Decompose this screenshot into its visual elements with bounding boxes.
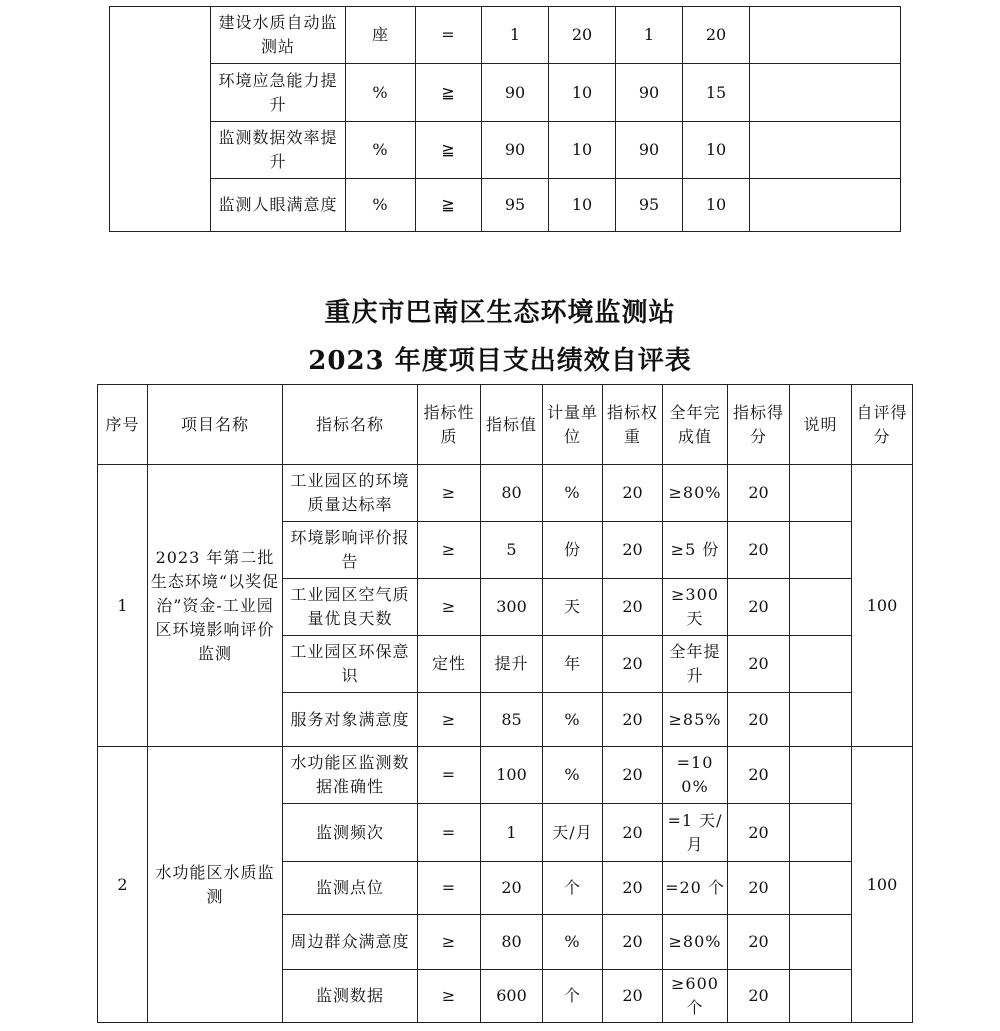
note-cell	[750, 122, 901, 179]
continued-indicator-table	[109, 6, 901, 232]
weight-cell: 20	[603, 747, 663, 804]
score-cell: 10	[683, 122, 750, 179]
weight-cell: 20	[549, 7, 616, 64]
indicator-name: 工业园区空气质量优良天数	[283, 579, 418, 636]
note-cell	[790, 747, 852, 804]
unit-cell: %	[346, 179, 416, 232]
unit-cell: %	[543, 915, 603, 970]
completion-cell: ≥80%	[663, 915, 728, 970]
header-completion: 全年完成值	[663, 385, 728, 465]
header-self-score: 自评得分	[852, 385, 913, 465]
note-cell	[750, 179, 901, 232]
value-cell: 80	[481, 915, 543, 970]
indicator-name: 环境影响评价报告	[283, 522, 418, 579]
target-cell: 1	[482, 7, 549, 64]
nature-cell: 定性	[418, 636, 481, 693]
unit-cell: 份	[543, 522, 603, 579]
unit-cell: %	[346, 122, 416, 179]
unit-cell: %	[543, 693, 603, 747]
indicator-name: 水功能区监测数据准确性	[283, 747, 418, 804]
completion-cell: =20 个	[663, 862, 728, 915]
weight-cell: 20	[603, 465, 663, 522]
value-cell: 1	[481, 804, 543, 862]
note-cell	[790, 636, 852, 693]
value-cell: 提升	[481, 636, 543, 693]
indicator-name: 工业园区环保意识	[283, 636, 418, 693]
score-cell: 10	[683, 179, 750, 232]
score-cell: 20	[728, 804, 790, 862]
indicator-name: 监测人眼满意度	[211, 179, 346, 232]
unit-cell: 个	[543, 970, 603, 1023]
note-cell	[790, 522, 852, 579]
header-note: 说明	[790, 385, 852, 465]
score-cell: 20	[728, 636, 790, 693]
note-cell	[790, 862, 852, 915]
value-cell: 5	[481, 522, 543, 579]
completion-cell: =1 天/月	[663, 804, 728, 862]
self-score-cell: 100	[852, 465, 913, 747]
note-cell	[790, 915, 852, 970]
note-cell	[790, 804, 852, 862]
indicator-name: 监测数据	[283, 970, 418, 1023]
table-row	[110, 64, 901, 122]
note-cell	[790, 693, 852, 747]
document-title-line-1: 重庆市巴南区生态环境监测站	[324, 298, 676, 328]
unit-cell: 年	[543, 636, 603, 693]
completion-cell: ≥80%	[663, 465, 728, 522]
table-row	[110, 179, 901, 232]
completion-cell: ≥600 个	[663, 970, 728, 1023]
score-cell: 20	[683, 7, 750, 64]
indicator-name: 周边群众满意度	[283, 915, 418, 970]
table-row	[98, 747, 913, 804]
weight-cell: 10	[549, 64, 616, 122]
unit-cell: 天/月	[543, 804, 603, 862]
completion-cell: ≥300 天	[663, 579, 728, 636]
completion-cell: 90	[616, 122, 683, 179]
value-cell: 85	[481, 693, 543, 747]
score-cell: 15	[683, 64, 750, 122]
note-cell	[750, 64, 901, 122]
weight-cell: 20	[603, 522, 663, 579]
score-cell: 20	[728, 693, 790, 747]
completion-cell: 90	[616, 64, 683, 122]
value-cell: 20	[481, 862, 543, 915]
nature-cell: ≥	[418, 465, 481, 522]
table-row	[98, 465, 913, 522]
score-cell: 20	[728, 579, 790, 636]
score-cell: 20	[728, 522, 790, 579]
project-name-cell: 水功能区水质监测	[148, 747, 283, 1023]
nature-cell: ≧	[416, 179, 482, 232]
unit-cell: 天	[543, 579, 603, 636]
weight-cell: 20	[603, 804, 663, 862]
score-cell: 20	[728, 747, 790, 804]
indicator-name: 环境应急能力提升	[211, 64, 346, 122]
nature-cell: =	[418, 747, 481, 804]
completion-cell: =100%	[663, 747, 728, 804]
merged-project-cell	[110, 7, 211, 232]
self-score-cell: 100	[852, 747, 913, 1023]
note-cell	[750, 7, 901, 64]
table-row	[110, 7, 901, 64]
weight-cell: 20	[603, 915, 663, 970]
header-nature: 指标性质	[418, 385, 481, 465]
header-row	[98, 385, 913, 465]
value-cell: 600	[481, 970, 543, 1023]
score-cell: 20	[728, 465, 790, 522]
completion-cell: 1	[616, 7, 683, 64]
unit-cell: %	[346, 64, 416, 122]
seq-cell: 2	[98, 747, 148, 1023]
unit-cell: %	[543, 465, 603, 522]
indicator-name: 监测数据效率提升	[211, 122, 346, 179]
note-cell	[790, 579, 852, 636]
nature-cell: ≥	[418, 579, 481, 636]
header-project: 项目名称	[148, 385, 283, 465]
nature-cell: ≥	[418, 693, 481, 747]
header-weight: 指标权重	[603, 385, 663, 465]
indicator-name: 服务对象满意度	[283, 693, 418, 747]
value-cell: 300	[481, 579, 543, 636]
header-indicator: 指标名称	[283, 385, 418, 465]
weight-cell: 20	[603, 693, 663, 747]
header-unit: 计量单位	[543, 385, 603, 465]
weight-cell: 20	[603, 862, 663, 915]
completion-cell: 95	[616, 179, 683, 232]
indicator-name: 建设水质自动监测站	[211, 7, 346, 64]
weight-cell: 20	[603, 636, 663, 693]
completion-cell: ≥85%	[663, 693, 728, 747]
project-name-cell: 2023 年第二批生态环境“以奖促治”资金-工业园区环境影响评价监测	[148, 465, 283, 747]
nature-cell: =	[416, 7, 482, 64]
seq-cell: 1	[98, 465, 148, 747]
nature-cell: =	[418, 862, 481, 915]
indicator-name: 工业园区的环境质量达标率	[283, 465, 418, 522]
weight-cell: 20	[603, 970, 663, 1023]
weight-cell: 20	[603, 579, 663, 636]
target-cell: 90	[482, 64, 549, 122]
nature-cell: ≧	[416, 122, 482, 179]
weight-cell: 10	[549, 122, 616, 179]
target-cell: 95	[482, 179, 549, 232]
performance-evaluation-table	[97, 384, 913, 1023]
unit-cell: 个	[543, 862, 603, 915]
score-cell: 20	[728, 862, 790, 915]
header-value: 指标值	[481, 385, 543, 465]
completion-cell: 全年提升	[663, 636, 728, 693]
table-row	[110, 122, 901, 179]
note-cell	[790, 465, 852, 522]
nature-cell: ≧	[416, 64, 482, 122]
nature-cell: ≥	[418, 970, 481, 1023]
indicator-name: 监测点位	[283, 862, 418, 915]
header-score: 指标得分	[728, 385, 790, 465]
completion-cell: ≥5 份	[663, 522, 728, 579]
document-title-line-2: 2023 年度项目支出绩效自评表	[308, 346, 692, 376]
indicator-name: 监测频次	[283, 804, 418, 862]
nature-cell: ≥	[418, 915, 481, 970]
unit-cell: %	[543, 747, 603, 804]
weight-cell: 10	[549, 179, 616, 232]
value-cell: 100	[481, 747, 543, 804]
target-cell: 90	[482, 122, 549, 179]
unit-cell: 座	[346, 7, 416, 64]
score-cell: 20	[728, 915, 790, 970]
value-cell: 80	[481, 465, 543, 522]
note-cell	[790, 970, 852, 1023]
nature-cell: =	[418, 804, 481, 862]
nature-cell: ≥	[418, 522, 481, 579]
header-seq: 序号	[98, 385, 148, 465]
score-cell: 20	[728, 970, 790, 1023]
